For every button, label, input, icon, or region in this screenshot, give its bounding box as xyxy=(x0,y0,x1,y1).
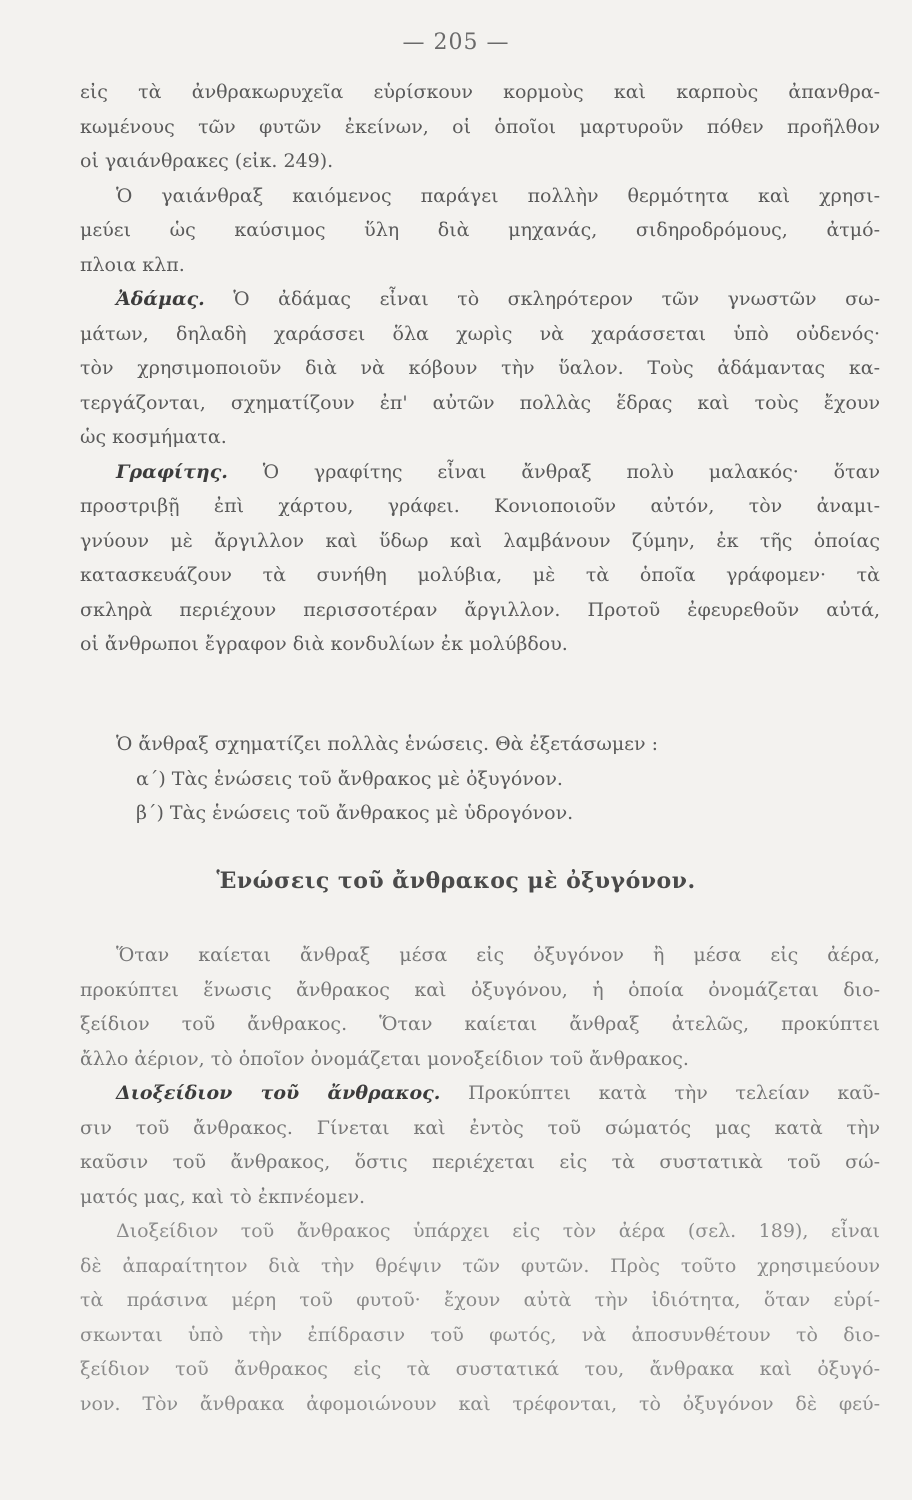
text-span: Ὁ ἀδάμας εἶναι τὸ σκληρότερον τῶν γνωστῶν σω- xyxy=(233,288,880,310)
text-line: τεργάζονται, σχηματίζουν ἐπ' αὐτῶν πολλὰς ἕδρας καὶ τοὺς ἔχουν xyxy=(80,391,880,414)
page-number: — 205 — xyxy=(402,30,510,55)
enoseis-item: α΄) Τὰς ἑνώσεις τοῦ ἄνθρακος μὲ ὀξυγόνον. xyxy=(136,767,563,790)
text-line: νον. Τὸν ἄνθρακα ἀφομοιώνουν καὶ τρέφονται, τὸ ὀξυγόνον δὲ φεύ- xyxy=(80,1392,880,1415)
text-line: Διοξείδιον τοῦ ἄνθρακος ὑπάρχει εἰς τὸν ἀέρα (σελ. 189), εἶναι xyxy=(116,1220,880,1242)
term-grafitis: Γραφίτης. xyxy=(116,460,228,483)
text-span: Προκύπτει κατὰ τὴν τελείαν καῦ- xyxy=(468,1082,880,1104)
term-adamas: Ἀδάμας. xyxy=(116,288,205,310)
text-line: ξείδιον τοῦ ἄνθρακος. Ὅταν καίεται ἄνθραξ ἀτελῶς, προκύπτει xyxy=(80,1013,880,1035)
text-line: σκληρὰ περιέχουν περισσοτέραν ἄργιλλον. Προτοῦ ἐφευρεθοῦν αὐτά, xyxy=(80,598,880,621)
text-line: οἱ γαιάνθρακες (εἰκ. 249). xyxy=(80,150,334,172)
section-heading: Ἑνώσεις τοῦ ἄνθρακος μὲ ὀξυγόνον. xyxy=(216,868,696,894)
grafitis-first-line xyxy=(80,455,880,490)
text-line: Ὁ γαιάνθραξ καιόμενος παράγει πολλὴν θερμότητα καὶ χρησι- xyxy=(116,184,880,207)
text-line: δὲ ἀπαραίτητον διὰ τὴν θρέψιν τῶν φυτῶν. Πρὸς τοῦτο χρησιμεύουν xyxy=(80,1254,880,1277)
text-line: τὸν χρησιμοποιοῦν διὰ νὰ κόβουν τὴν ὕαλον. Τοὺς ἀδάμαντας κα- xyxy=(80,357,880,379)
text-line: ἄλλο ἀέριον, τὸ ὁποῖον ὀνομάζεται μονοξείδιον τοῦ ἄνθρακος. xyxy=(80,1047,689,1070)
text-span: Ὁ γραφίτης εἶναι ἄνθραξ πολὺ μαλακός· ὅταν xyxy=(262,460,880,483)
text-line: ὡς κοσμήματα. xyxy=(80,426,227,448)
text-line: σκωνται ὑπὸ τὴν ἐπίδρασιν τοῦ φωτός, νὰ ἀποσυνθέτουν τὸ διο- xyxy=(80,1323,880,1346)
text-line: προκύπτει ἕνωσις ἄνθρακος καὶ ὀξυγόνου, ἡ ὁποία ὀνομάζεται διο- xyxy=(80,978,880,1001)
text-line: εἰς τὰ ἀνθρακωρυχεῖα εὑρίσκουν κορμοὺς καὶ καρποὺς ἀπανθρα- xyxy=(80,81,880,103)
text-line: Ὅταν καίεται ἄνθραξ μέσα εἰς ὀξυγόνον ἢ μέσα εἰς ἀέρα, xyxy=(116,944,880,966)
text-line: κωμένους τῶν φυτῶν ἐκείνων, οἱ ὁποῖοι μαρτυροῦν πόθεν προῆλθον xyxy=(80,115,880,138)
text-line: καῦσιν τοῦ ἄνθρακος, ὅστις περιέχεται εἰς τὰ συστατικὰ τοῦ σώ- xyxy=(80,1151,880,1173)
dioxeidion-first-line xyxy=(80,1076,880,1111)
enoseis-item: β΄) Τὰς ἑνώσεις τοῦ ἄνθρακος μὲ ὑδρογόνον. xyxy=(136,802,574,824)
enoseis-block xyxy=(80,727,880,831)
text-line: ματός μας, καὶ τὸ ἐκπνέομεν. xyxy=(80,1185,366,1208)
lower-text xyxy=(80,938,880,1421)
text-line: ξείδιον τοῦ ἄνθρακος εἰς τὰ συστατικά του, ἄνθρακα καὶ ὀξυγό- xyxy=(80,1358,880,1380)
text-line: τὰ πράσινα μέρη τοῦ φυτοῦ· ἔχουν αὐτὰ τὴν ἰδιότητα, ὅταν εὑρί- xyxy=(80,1289,880,1311)
text-line: κατασκευάζουν τὰ συνήθη μολύβια, μὲ τὰ ὁποῖα γράφομεν· τὰ xyxy=(80,564,880,586)
adamas-first-line xyxy=(80,282,880,317)
text-line: οἱ ἄνθρωποι ἔγραφον διὰ κονδυλίων ἐκ μολύβδου. xyxy=(80,633,568,655)
text-line: μεύει ὡς καύσιμος ὕλη διὰ μηχανάς, σιδηροδρόμους, ἀτμό- xyxy=(80,219,880,241)
text-line: πλοια κλπ. xyxy=(80,253,185,276)
text-line: προστριβῇ ἐπὶ χάρτου, γράφει. Κονιοποιοῦν αὐτόν, τὸν ἀναμι- xyxy=(80,495,880,517)
enoseis-intro: Ὁ ἄνθραξ σχηματίζει πολλὰς ἑνώσεις. Θὰ ἐξετάσωμεν : xyxy=(116,733,659,755)
text-line: γνύουν μὲ ἄργιλλον καὶ ὕδωρ καὶ λαμβάνουν ζύμην, ἐκ τῆς ὁποίας xyxy=(80,529,880,552)
term-dioxeidion: Διοξείδιον τοῦ ἄνθρακος. xyxy=(116,1082,441,1104)
upper-text xyxy=(80,75,880,662)
text-line: μάτων, δηλαδὴ χαράσσει ὅλα χωρὶς νὰ χαράσσεται ὑπὸ οὐδενός· xyxy=(80,322,880,345)
text-line: σιν τοῦ ἄνθρακος. Γίνεται καὶ ἐντὸς τοῦ σώματός μας κατὰ τὴν xyxy=(80,1116,880,1139)
